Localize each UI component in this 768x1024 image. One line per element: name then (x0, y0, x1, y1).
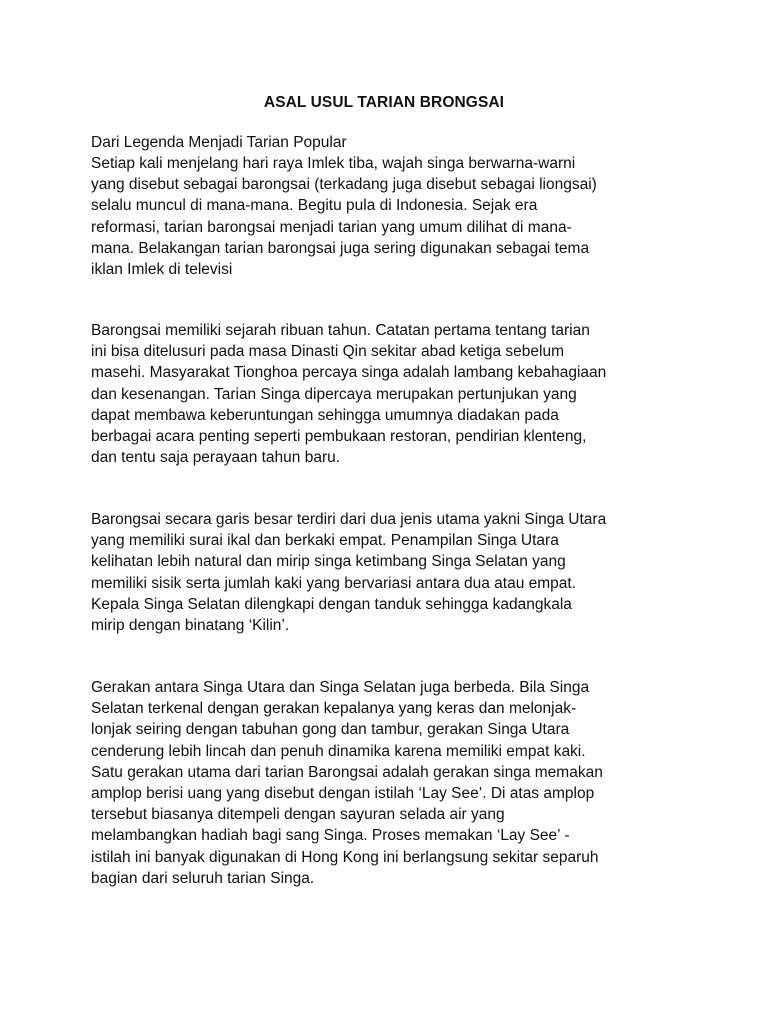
paragraph-line: masehi. Masyarakat Tionghoa percaya singa adalah lambang kebahagiaan (91, 364, 607, 382)
paragraph-line: kelihatan lebih natural dan mirip singa ketimbang Singa Selatan yang (91, 553, 566, 571)
paragraph-line: cenderung lebih lincah dan penuh dinamika karena memiliki empat kaki. (91, 742, 586, 760)
paragraph-line: lonjak seiring dengan tabuhan gong dan tambur, gerakan Singa Utara (91, 721, 570, 739)
paragraph-line: memiliki sisik serta jumlah kaki yang bervariasi antara dua atau empat. (91, 574, 577, 592)
paragraph-line: yang disebut sebagai barongsai (terkadang juga disebut sebagai liongsai) (91, 176, 597, 194)
paragraph-line: dan kesenangan. Tarian Singa dipercaya merupakan pertunjukan yang (91, 385, 577, 403)
paragraph-line: ini bisa ditelusuri pada masa Dinasti Qin sekitar abad ketiga sebelum (91, 343, 564, 361)
paragraph-3 (91, 509, 691, 636)
paragraph-line: dapat membawa keberuntungan sehingga umumnya diadakan pada (91, 406, 559, 424)
paragraph-2 (91, 320, 691, 468)
paragraph-line: mirip dengan binatang ‘Kilin’. (91, 617, 290, 635)
paragraph-line: Barongsai memiliki sejarah ribuan tahun. Catatan pertama tentang tarian (91, 322, 590, 339)
document-subtitle: Dari Legenda Menjadi Tarian Popular (91, 134, 347, 151)
paragraph-line: dan tentu saja perayaan tahun baru. (91, 449, 341, 467)
paragraph-line: Setiap kali menjelang hari raya Imlek tiba, wajah singa berwarna-warni (91, 155, 576, 172)
paragraph-line: bagian dari seluruh tarian Singa. (91, 869, 315, 887)
paragraph-line: tersebut biasanya ditempeli dengan sayuran selada air yang (91, 806, 505, 824)
paragraph-line: yang memiliki surai ikal dan berkaki empat. Penampilan Singa Utara (91, 532, 559, 550)
paragraph-line: istilah ini banyak digunakan di Hong Kong ini berlangsung sekitar separuh (91, 848, 599, 866)
paragraph-line: mana. Belakangan tarian barongsai juga sering digunakan sebagai tema (91, 239, 590, 257)
paragraph-line: selalu muncul di mana-mana. Begitu pula di Indonesia. Sejak era (91, 197, 538, 215)
paragraph-line: Kepala Singa Selatan dilengkapi dengan tanduk sehingga kadangkala (91, 595, 572, 613)
document-subtitle-block (91, 132, 691, 153)
paragraph-line: amplop berisi uang yang disebut dengan istilah ‘Lay See’. Di atas amplop (91, 785, 595, 803)
paragraph-line: Barongsai secara garis besar terdiri dari dua jenis utama yakni Singa Utara (91, 511, 607, 528)
paragraph-line: Gerakan antara Singa Utara dan Singa Selatan juga berbeda. Bila Singa (91, 679, 590, 696)
paragraph-line: Satu gerakan utama dari tarian Barongsai adalah gerakan singa memakan (91, 763, 603, 781)
paragraph-line: Selatan terkenal dengan gerakan kepalanya yang keras dan melonjak- (91, 700, 577, 718)
paragraph-1 (91, 153, 691, 280)
paragraph-line: melambangkan hadiah bagi sang Singa. Proses memakan ‘Lay See’ - (91, 827, 570, 845)
document-title: ASAL USUL TARIAN BRONGSAI (263, 94, 505, 111)
paragraph-line: reformasi, tarian barongsai menjadi tarian yang umum dilihat di mana- (91, 218, 572, 236)
paragraph-line: berbagai acara penting seperti pembukaan restoran, pendirian klenteng, (91, 428, 587, 446)
paragraph-4 (91, 677, 691, 889)
paragraph-line: iklan Imlek di televisi (91, 261, 233, 279)
